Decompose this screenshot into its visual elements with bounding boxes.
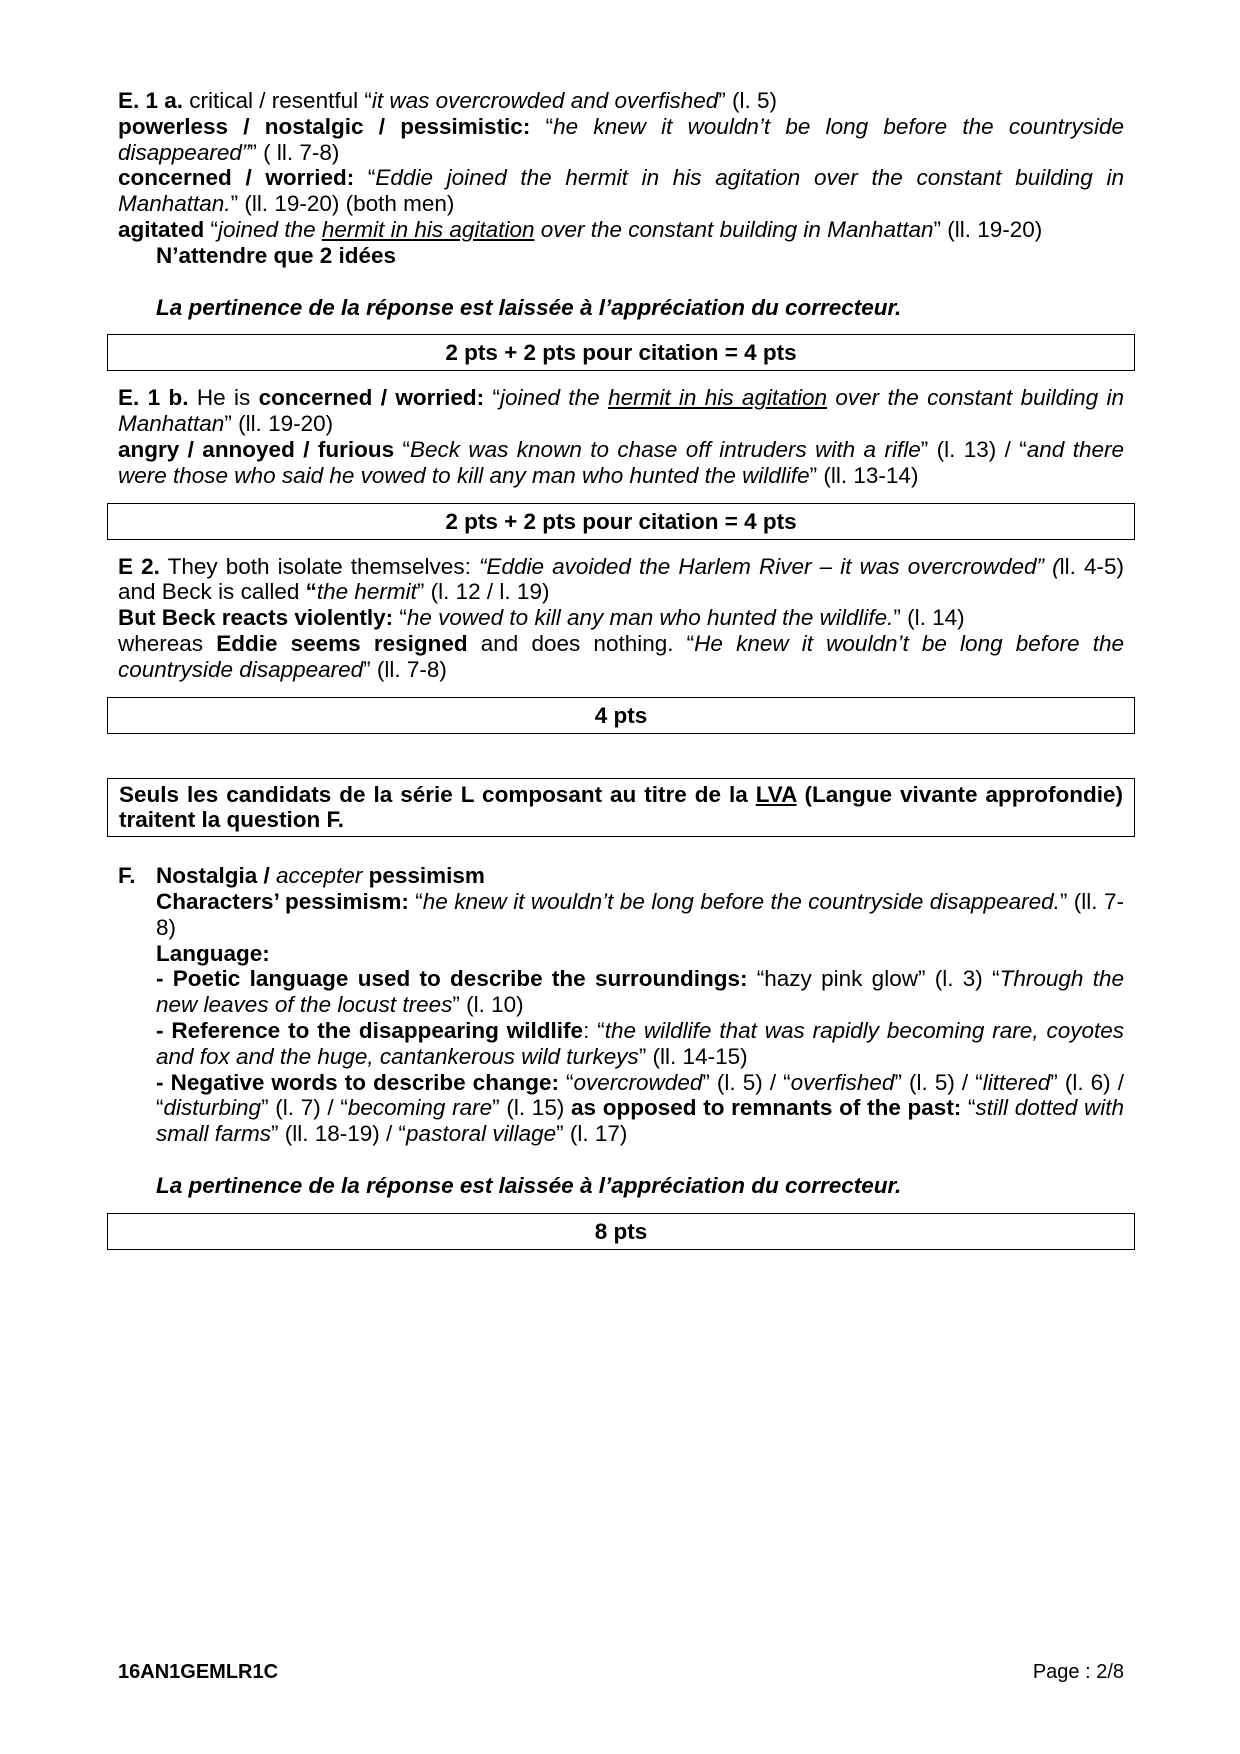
section-e1a	[118, 88, 1124, 371]
f-title: Nostalgia / accepter pessimism	[156, 863, 485, 889]
e2-score-box: 4 pts	[107, 697, 1135, 734]
lva-notice-box: Seuls les candidats de la série L composant au titre de la LVA (Langue vivante approfondie) traitent la question F.	[107, 778, 1135, 838]
e1a-score-box: 2 pts + 2 pts pour citation = 4 pts	[107, 334, 1135, 371]
section-e2	[118, 554, 1124, 734]
e1b-angry: angry / annoyed / furious “Beck was known to chase off intruders with a rifle” (l. 13) / “and there were those who said he vowed to kill any man who hunted the wildlife” (ll. 13-14)	[118, 436, 1124, 488]
e1a-powerless: powerless / nostalgic / pessimistic: “he knew it wouldn’t be long before the countryside disappeared”” ( ll. 7-8)	[118, 113, 1124, 165]
section-e1b	[118, 385, 1124, 539]
f-label: F.	[118, 863, 136, 889]
e1a-concerned: concerned / worried: “Eddie joined the hermit in his agitation over the constant building in Manhattan.” (ll. 19-20) (both men)	[118, 165, 1124, 217]
section-f	[118, 863, 1124, 1250]
e2-isolate: E 2. They both isolate themselves: “Eddie avoided the Harlem River – it was overcrowded” (ll. 4-5) and Beck is called “the hermit” (l. 12 / l. 19)	[118, 553, 1125, 605]
e1b-concerned: E. 1 b. He is concerned / worried: “joined the hermit in his agitation over the constant building in Manhattan” (ll. 19-20)	[118, 385, 1125, 437]
e1a-pertinence: La pertinence de la réponse est laissée à l’appréciation du correcteur.	[156, 294, 902, 320]
e1a-agitated: agitated “joined the hermit in his agitation over the constant building in Manhattan” (ll. 19-20)	[118, 216, 1043, 242]
e2-eddie: whereas Eddie seems resigned and does nothing. “He knew it wouldn’t be long before the countryside disappeared” (ll. 7-8)	[118, 630, 1124, 682]
e1a-note: N’attendre que 2 idées	[156, 242, 397, 268]
f-language: Language:	[156, 940, 270, 966]
e1a-line1: E. 1 a. critical / resentful “it was overcrowded and overfished” (l. 5)	[118, 88, 778, 113]
f-poetic: - Poetic language used to describe the surroundings: “hazy pink glow” (l. 3) “Through the new leaves of the locust trees” (l. 10)	[156, 966, 1124, 1018]
e2-beck: But Beck reacts violently: “he vowed to kill any man who hunted the wildlife.” (l. 14)	[118, 605, 965, 631]
e1b-score-box: 2 pts + 2 pts pour citation = 4 pts	[107, 503, 1135, 540]
f-pertinence: La pertinence de la réponse est laissée à l’appréciation du correcteur.	[156, 1172, 902, 1198]
footer-page-number: Page : 2/8	[1032, 1661, 1124, 1683]
f-score-box: 8 pts	[107, 1213, 1135, 1250]
footer-code: 16AN1GEMLR1C	[118, 1661, 279, 1683]
f-characters: Characters’ pessimism: “he knew it wouldn’t be long before the countryside disappeared.” (ll. 7-8)	[156, 888, 1124, 940]
f-negative: - Negative words to describe change: “overcrowded” (l. 5) / “overfished” (l. 5) / “littered” (l. 6) / “disturbing” (l. 7) / “becoming rare” (l. 15) as opposed to remnants of the past: “still dotted with small farms” (ll. 18-19) / “pastoral village” (l. 17)	[156, 1069, 1124, 1147]
answer-key-page	[118, 88, 1124, 1250]
f-wildlife: - Reference to the disappearing wildlife: “the wildlife that was rapidly becoming rare, coyotes and fox and the huge, cantankerous wild turkeys” (ll. 14-15)	[156, 1017, 1125, 1069]
